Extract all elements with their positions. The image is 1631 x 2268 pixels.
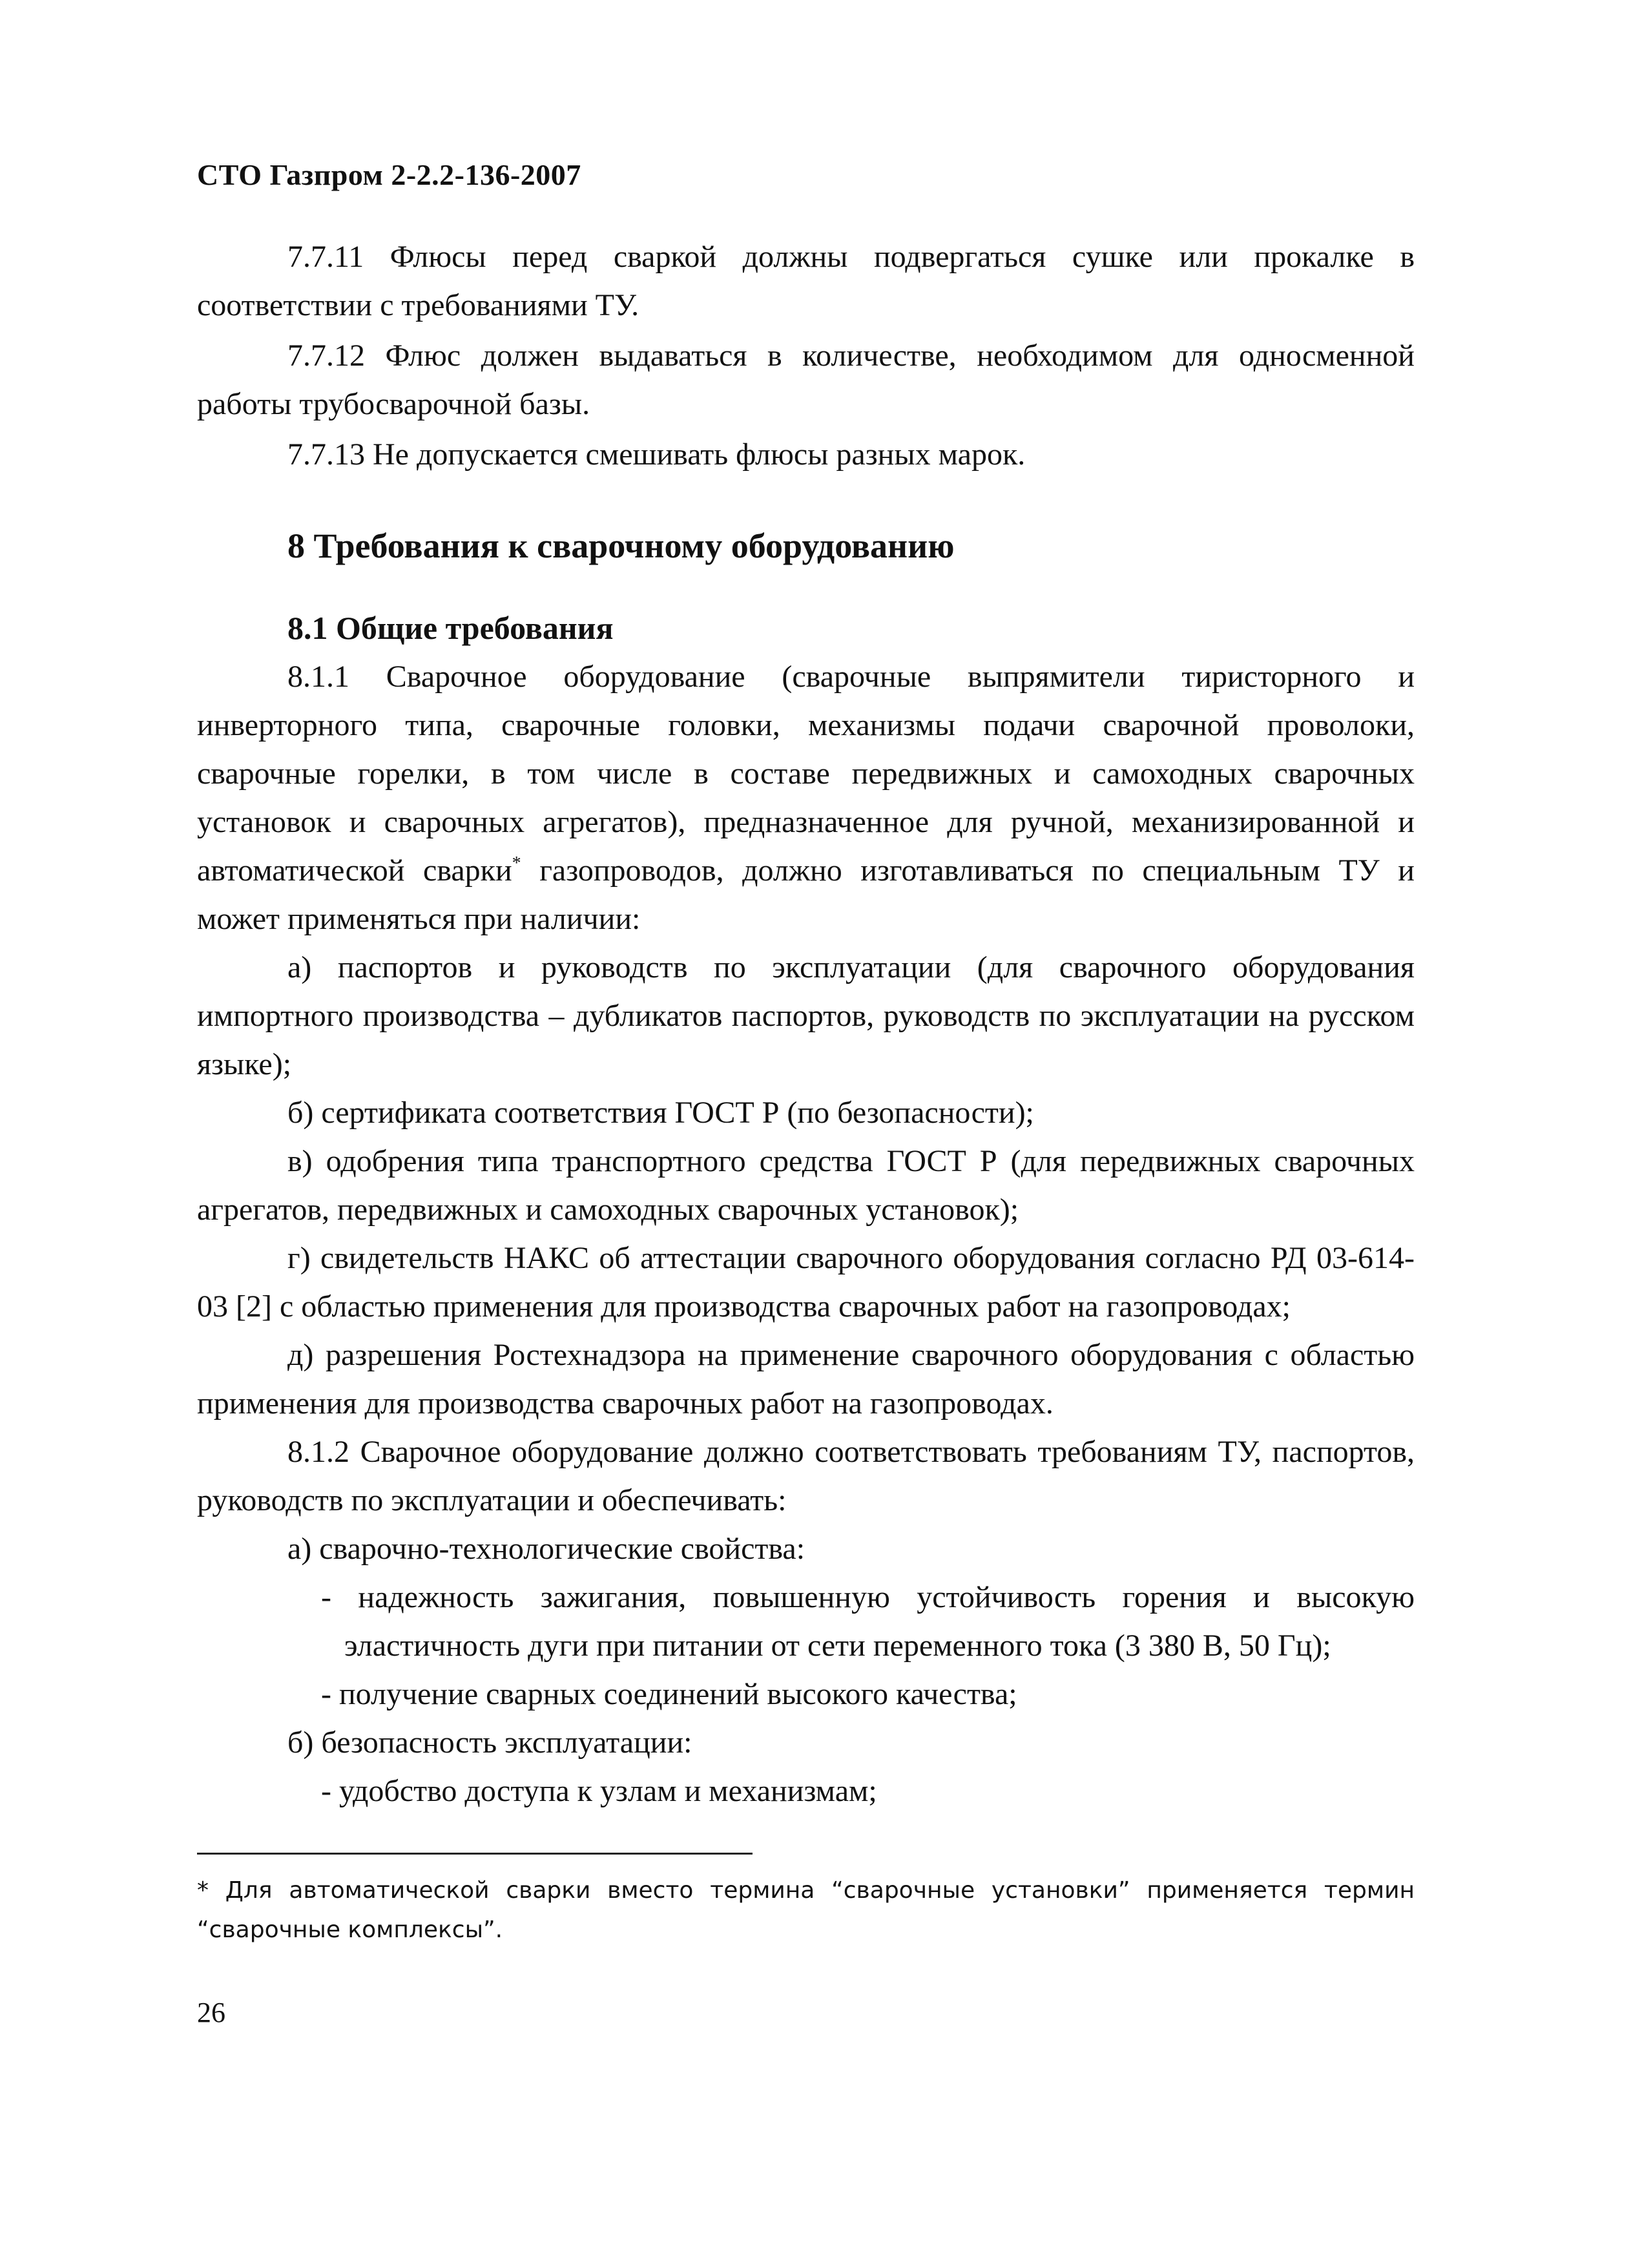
list-item-d-rostekhnadzor-permit: д) разрешения Ростехнадзора на применение сварочного оборудования с областью применения для производства сварочных работ на газопроводах. [197,1338,1415,1420]
list-item-g-naks-certificates: г) свидетельств НАКС об аттестации сварочного оборудования согласно РД 03-614-03 [2] с областью применения для производства сварочных работ на газопроводах; [197,1241,1415,1324]
footnote: * Для автоматической сварки вместо термина “сварочные установки” применяется термин “сварочные комплексы”. [197,1877,1415,1943]
sub-item-arc-stability: - надежность зажигания, повышенную устойчивость горения и высокую эластичность дуги при питании от сети переменного тока (3 380 В, 50 Гц); [321,1580,1415,1663]
page-number: 26 [197,1997,225,2028]
list-item-b-operational-safety: б) безопасность эксплуатации: [287,1725,692,1760]
list-item-b-certificate: б) сертификата соответствия ГОСТ Р (по безопасности); [287,1096,1034,1130]
list-item-a-welding-properties: а) сварочно-технологические свойства: [287,1532,805,1566]
paragraph-8-1-1-tail: газопроводов, должно изготавливаться по специальным ТУ и может применяться при наличии: [197,853,1415,936]
paragraph-8-1-2: 8.1.2 Сварочное оборудование должно соответствовать требованиям ТУ, паспортов, руководств по эксплуатации и обеспечивать: [197,1435,1415,1517]
paragraph-7-7-13: 7.7.13 Не допускается смешивать флюсы разных марок. [287,437,1026,472]
list-item-a-passports: а) паспортов и руководств по эксплуатации (для сварочного оборудования импортного производства – дубликатов паспортов, руководств по эксплуатации на русском языке); [197,950,1415,1081]
paragraph-7-7-11: 7.7.11 Флюсы перед сваркой должны подвергаться сушке или прокалке в соответствии с требованиями ТУ. [197,240,1415,322]
sub-item-access-convenience: - удобство доступа к узлам и механизмам; [321,1774,877,1808]
section-8-1-heading: 8.1 Общие требования [287,610,614,646]
page-body [197,233,1415,1815]
footnote-marker: * [512,853,521,873]
section-8-heading: 8 Требования к сварочному оборудованию [287,526,955,565]
sub-item-weld-quality: - получение сварных соединений высокого качества; [321,1677,1017,1711]
paragraph-8-1-1-text: 8.1.1 Сварочное оборудование (сварочные выпрямители тиристорного и инверторного типа, сварочные головки, механизмы подачи сварочной проволоки, сварочные горелки, в том числе в составе передвижных и самоходных сварочных установок и сварочных агрегатов), предназначенное для ручной, механизированной и автоматической сварки [197,660,1415,888]
footnote-separator [197,1853,753,1855]
list-item-v-type-approval: в) одобрения типа транспортного средства ГОСТ Р (для передвижных сварочных агрегатов, передвижных и самоходных сварочных установок); [197,1144,1415,1227]
paragraph-8-1-1 [197,652,1415,943]
document-code-header: СТО Газпром 2-2.2-136-2007 [197,158,581,191]
paragraph-7-7-12: 7.7.12 Флюс должен выдаваться в количестве, необходимом для односменной работы трубосварочной базы. [197,338,1415,421]
